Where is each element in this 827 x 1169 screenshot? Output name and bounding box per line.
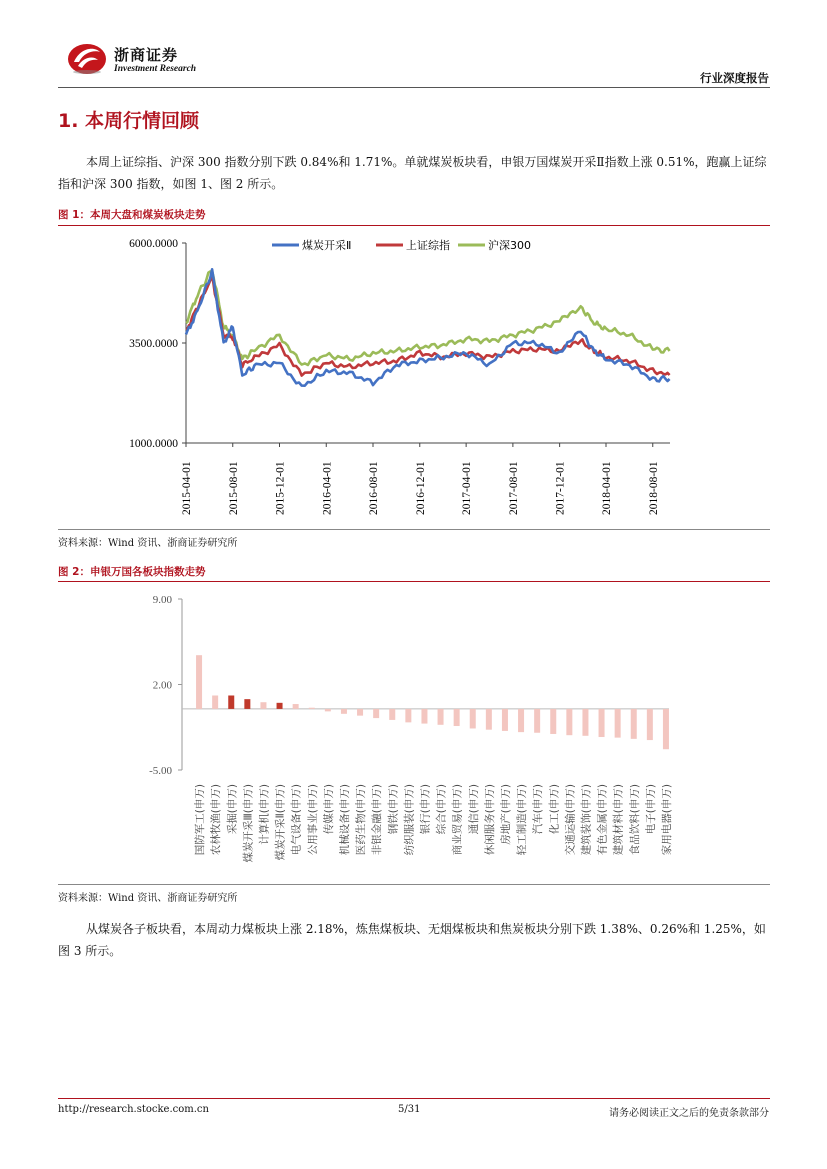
- bar: [389, 709, 395, 720]
- x-tick-label: 钢铁(申万): [387, 784, 400, 835]
- company-logo: [66, 40, 108, 76]
- bar: [212, 695, 218, 708]
- x-tick-label: 传媒(申万): [322, 784, 335, 835]
- x-tick-label: 机械设备(申万): [338, 784, 351, 856]
- figure-1-source: 资料来源：Wind 资讯、浙商证券研究所: [58, 538, 238, 549]
- x-tick-label: 食品饮料(申万): [628, 784, 641, 856]
- bar: [357, 709, 363, 716]
- section-title: 1. 本周行情回顾: [58, 110, 200, 132]
- x-tick-label: 建筑装饰(申万): [580, 784, 593, 856]
- paragraph-intro: 本周上证综指、沪深 300 指数分别下跌 0.84%和 1.71%。单就煤炭板块看，申银万国煤炭开采Ⅱ指数上涨 0.51%，跑赢上证综指和沪深 300 指数，如图 1、图 2 所示。: [58, 155, 767, 191]
- bar: [647, 709, 653, 740]
- x-tick-label: 非银金融(申万): [371, 784, 384, 856]
- bar: [534, 709, 540, 733]
- figure-2-bottom-rule: [58, 884, 770, 885]
- x-tick-label: 采掘(申万): [226, 784, 239, 835]
- bar: [196, 655, 202, 709]
- x-tick-label: 2018-04-01: [601, 461, 614, 515]
- bar: [550, 709, 556, 734]
- page-number: 5/31: [398, 1104, 421, 1115]
- bar: [502, 709, 508, 731]
- footer-url[interactable]: http://research.stocke.com.cn: [58, 1104, 209, 1115]
- x-tick-label: 电子(申万): [644, 784, 657, 835]
- bar: [663, 709, 669, 749]
- series-line-1: [186, 269, 670, 385]
- bar: [615, 709, 621, 738]
- brand-name-en: Investment Research: [114, 64, 197, 74]
- x-tick-label: 煤炭开采Ⅱ(申万): [274, 784, 287, 861]
- x-tick-label: 综合(申万): [435, 784, 448, 835]
- x-tick-label: 休闲服务(申万): [483, 784, 496, 856]
- x-tick-label: 有色金属(申万): [596, 784, 609, 856]
- x-tick-label: 计算机(申万): [258, 784, 271, 845]
- bar: [438, 709, 444, 725]
- footer-disclaimer: 请务必阅读正文之后的免责条款部分: [609, 1108, 769, 1119]
- bar: [373, 709, 379, 718]
- x-tick-label: 通信(申万): [467, 784, 480, 835]
- x-tick-label: 2016-12-01: [414, 461, 427, 515]
- bar: [454, 709, 460, 726]
- bar: [260, 702, 266, 709]
- x-tick-label: 公用事业(申万): [306, 784, 319, 856]
- bar: [470, 709, 476, 729]
- bar: [341, 709, 347, 714]
- y-tick-label: 1000.0000: [129, 438, 178, 450]
- x-tick-label: 2018-08-01: [647, 461, 660, 515]
- document-type: 行业深度报告: [700, 71, 769, 85]
- bar: [421, 709, 427, 724]
- bar: [309, 708, 315, 709]
- figure-2-title: 图 2：申银万国各板块指数走势: [58, 566, 206, 578]
- bar: [244, 699, 250, 709]
- bar: [631, 709, 637, 739]
- x-tick-label: 商业贸易(申万): [451, 784, 464, 856]
- x-tick-label: 2017-04-01: [461, 461, 474, 515]
- bar: [277, 703, 283, 709]
- x-tick-label: 家用电器(申万): [660, 784, 673, 856]
- x-tick-label: 煤炭开采Ⅲ(申万): [242, 784, 255, 863]
- x-tick-label: 2017-12-01: [554, 461, 567, 515]
- x-tick-label: 国防军工(申万): [194, 784, 207, 856]
- x-tick-label: 2017-08-01: [507, 461, 520, 515]
- legend-label: 煤炭开采Ⅱ: [302, 239, 352, 252]
- bar: [325, 709, 331, 711]
- bar: [228, 695, 234, 708]
- y-tick-label: -5.00: [149, 765, 172, 777]
- bar: [518, 709, 524, 732]
- x-tick-label: 医药生物(申万): [355, 784, 368, 856]
- x-tick-label: 房地产(申万): [499, 784, 512, 845]
- x-tick-label: 化工(申万): [548, 784, 561, 835]
- x-tick-label: 汽车(申万): [532, 784, 545, 835]
- x-tick-label: 电气设备(申万): [290, 784, 303, 856]
- header-divider: [58, 87, 770, 88]
- line-chart: [58, 228, 770, 526]
- x-tick-label: 银行(申万): [419, 784, 432, 835]
- x-tick-label: 农林牧渔(申万): [210, 784, 223, 856]
- footer-divider: [58, 1098, 770, 1099]
- x-tick-label: 轻工制造(申万): [516, 784, 529, 856]
- figure-1-title: 图 1：本周大盘和煤炭板块走势: [58, 209, 206, 221]
- bar: [599, 709, 605, 737]
- bar: [293, 704, 299, 709]
- figure-2-source: 资料来源：Wind 资讯、浙商证券研究所: [58, 893, 238, 904]
- legend-label: 沪深300: [488, 239, 531, 252]
- y-tick-label: 3500.0000: [129, 338, 178, 350]
- bar: [486, 709, 492, 730]
- bar: [405, 709, 411, 722]
- bar: [566, 709, 572, 735]
- x-tick-label: 2015-08-01: [227, 461, 240, 515]
- bar-chart: [58, 584, 770, 880]
- x-tick-label: 2015-12-01: [274, 461, 287, 515]
- x-tick-label: 交通运输(申万): [564, 784, 577, 856]
- paragraph-subsectors: 从煤炭各子板块看，本周动力煤板块上涨 2.18%，炼焦煤板块、无烟煤板块和焦炭板块分别下跌 1.38%、0.26%和 1.25%，如图 3 所示。: [58, 922, 766, 958]
- x-tick-label: 2016-04-01: [321, 461, 334, 515]
- x-tick-label: 建筑材料(申万): [612, 784, 625, 856]
- figure-2-top-rule: [58, 581, 770, 582]
- brand-name-cn: 浙商证券: [114, 46, 179, 64]
- x-tick-label: 2016-08-01: [368, 461, 381, 515]
- figure-1-bottom-rule: [58, 529, 770, 530]
- legend-label: 上证综指: [406, 239, 450, 252]
- bar: [582, 709, 588, 736]
- x-tick-label: 纺织服装(申万): [403, 784, 416, 856]
- y-tick-label: 6000.0000: [129, 238, 178, 250]
- y-tick-label: 2.00: [152, 679, 172, 692]
- x-tick-label: 2015-04-01: [181, 461, 193, 515]
- figure-1-top-rule: [58, 225, 770, 226]
- y-tick-label: 9.00: [152, 594, 172, 606]
